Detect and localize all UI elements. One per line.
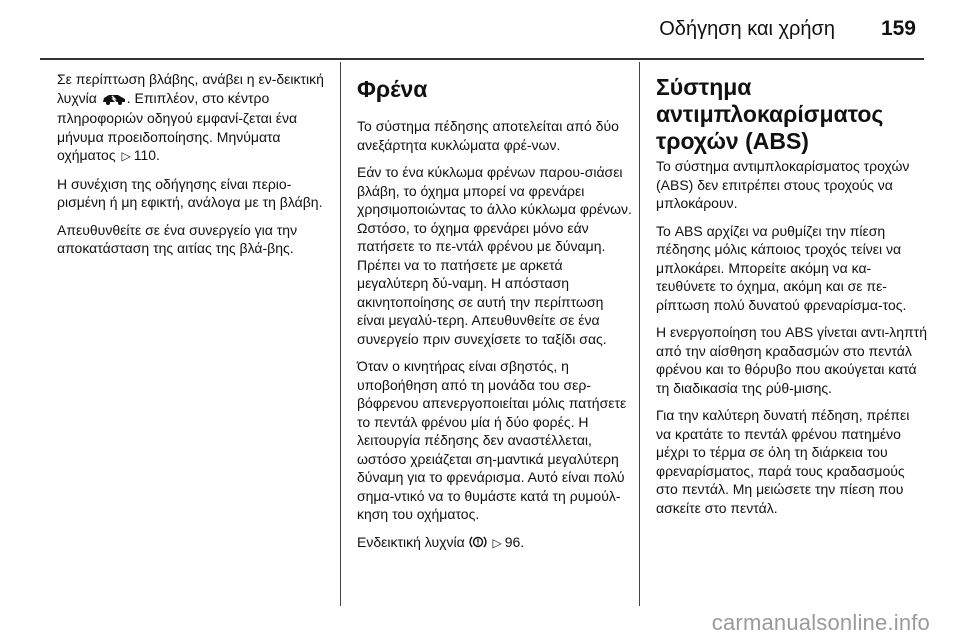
paragraph <box>357 533 632 554</box>
page-reference[interactable]: 96. <box>504 533 525 550</box>
column-right <box>656 70 928 526</box>
paragraph: Εάν το ένα κύκλωμα φρένων παρου-σιάσει βλάβη, το όχημα μπορεί να φρενάρει χρησιμοποιώντας το άλλο κύκλωμα φρένων. Ωστόσο, το όχημα φρενάρει μόνο εάν πατήσετε το πε-ντάλ φρένου με δύναμη. Πρέπει να το πατήσετε με αρκετά μεγαλύτερη δύ-ναμη. Η απόσταση ακινητοποίησης σε αυτή την περίπτωση είναι μεγαλύ-τερη. Απευθυνθείτε σε ένα συνεργείο πριν συνεχίσετε το ταξίδι σας. <box>357 164 632 347</box>
car-fault-icon <box>101 91 127 110</box>
brake-warning-icon <box>469 535 487 554</box>
text-span: Ενδεικτική λυχνία <box>357 533 465 550</box>
paragraph: Το σύστημα αντιμπλοκαρίσματος τροχών (ABS) δεν επιτρέπει στους τροχούς να μπλοκάρουν. <box>656 158 910 211</box>
page-title: Οδήγηση και χρήση <box>659 18 835 40</box>
watermark: carmanualsonline.info <box>711 610 930 635</box>
text-span: . Επιπλέον, στο κέντρο πληροφοριών οδηγού εμφανί-ζεται ένα μήνυμα προειδοποίησης. Μηνύματα οχήματος <box>57 89 298 163</box>
xref-arrow-icon: ▷ <box>492 535 502 550</box>
column-divider <box>639 62 640 606</box>
page-header <box>0 0 960 58</box>
header-rule <box>40 58 924 60</box>
paragraph: Απευθυνθείτε σε ένα συνεργείο για την αποκατάσταση της αιτίας της βλά-βης. <box>57 221 298 256</box>
paragraph <box>57 70 327 166</box>
paragraph: Η ενεργοποίηση του ABS γίνεται αντι-ληπτή από την αίσθηση κραδασμών στο πεντάλ φρένου και το θόρυβο που ακούγεται κατά τη διαδικασία της ρύθ-μισης. <box>656 324 927 396</box>
section-heading-brakes: Φρένα <box>357 76 428 102</box>
paragraph: Το ABS αρχίζει να ρυθμίζει την πίεση πέδησης μόλις κάποιος τροχός τείνει να μπλοκάρει. Μπορείτε ακόμη να κα-τευθύνετε το όχημα, ακόμη και σε πε-ρίπτωση πολύ δυνατού φρεναρίσμα-τος. <box>656 222 907 313</box>
column-divider <box>340 62 341 606</box>
text-span: Σε περίπτωση βλάβης, ανάβει η εν-δεικτική λυχνία <box>57 71 324 106</box>
paragraph: Για την καλύτερη δυνατή πέδηση, πρέπει να κρατάτε το πεντάλ φρένου πατημένο μέχρι το τέρμα σε όλη τη διάρκεια του φρεναρίσματος, παρά τους κραδασμούς στο πεντάλ. Μη μειώσετε την πίεση που ασκείτε στο πεντάλ. <box>656 407 910 516</box>
paragraph: Το σύστημα πέδησης αποτελείται από δύο ανεξάρτητα κυκλώματα φρέ-νων. <box>357 118 619 153</box>
paragraph: Η συνέχιση της οδήγησης είναι περιο-ρισμένη ή μη εφικτή, ανάλογα με τη βλάβη. <box>57 175 323 210</box>
section-heading-abs: Σύστημα αντιμπλοκαρίσματος τροχών (ABS) <box>656 74 884 154</box>
page-reference[interactable]: 110. <box>133 147 160 163</box>
column-left <box>57 70 327 267</box>
column-middle <box>357 70 632 562</box>
xref-arrow-icon: ▷ <box>121 149 131 163</box>
paragraph: Όταν ο κινητήρας είναι σβηστός, η υποβοήθηση από τη μονάδα του σερ-βόφρενου απενεργοποιείται μόλις πατήσετε το πεντάλ φρένου μία ή δύο φορές. Η λειτουργία πέδησης δεν αναστέλλεται, ωστόσο χρειάζεται ση-μαντικά μεγαλύτερη δύναμη για το φρενάρισμα. Αυτό είναι πολύ σημα-ντικό να το θυμάστε κατά τη ρυμούλ-κηση του οχήματος. <box>357 358 627 522</box>
page-number: 159 <box>880 17 916 40</box>
